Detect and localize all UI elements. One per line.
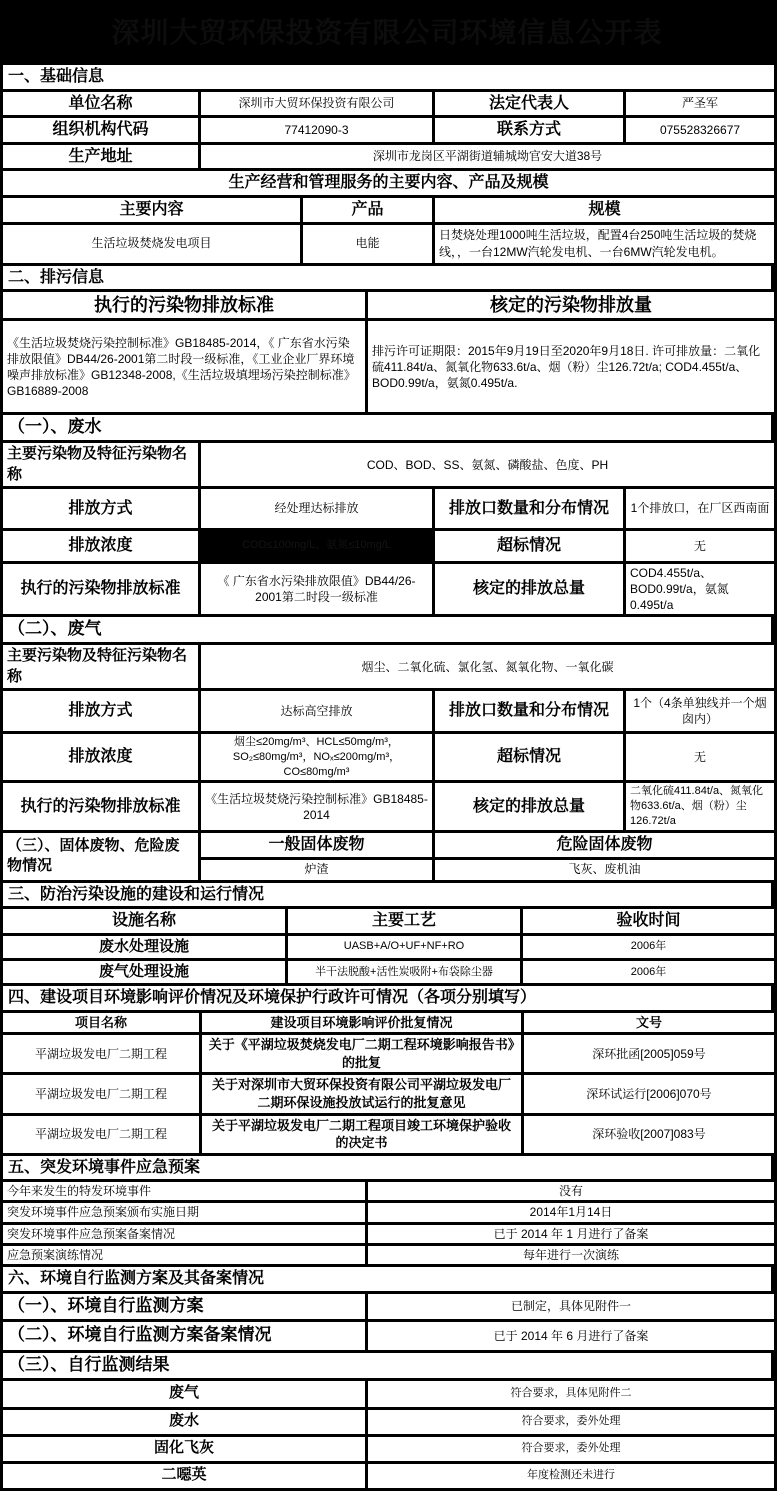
eia-approval-header: 建设项目环境影响评价批复情况 bbox=[201, 1011, 523, 1034]
legal-rep-value: 严圣军 bbox=[625, 90, 776, 117]
wastewater-table bbox=[0, 440, 777, 617]
business-header: 生产经营和管理服务的主要内容、产品及规模 bbox=[2, 170, 776, 197]
ww-outlets-label: 排放口数量和分布情况 bbox=[434, 487, 625, 529]
emergency-value: 2014年1月14日 bbox=[367, 1202, 776, 1223]
emergency-table bbox=[0, 1179, 777, 1267]
table-row bbox=[2, 1244, 776, 1265]
solid-hazard-header: 危险固体废物 bbox=[434, 831, 776, 858]
ww-outlets-value: 1个排放口，在厂区西南面 bbox=[625, 487, 776, 529]
org-code-value: 77412090-3 bbox=[200, 117, 434, 144]
page-title: 深圳大贸环保投资有限公司环境信息公开表 bbox=[111, 17, 663, 48]
eia-docnum: 深环试运行[2006]070号 bbox=[523, 1074, 776, 1114]
result-value: 符合要求，具体见附件二 bbox=[367, 1379, 776, 1408]
result-label: 固化飞灰 bbox=[2, 1435, 367, 1462]
table-row bbox=[2, 1202, 776, 1223]
contact-label: 联系方式 bbox=[434, 117, 625, 144]
section-heading-facilities: 三、防治污染设施的建设和运行情况 bbox=[2, 881, 773, 908]
eia-table bbox=[0, 1010, 777, 1156]
subsection-heading-solid-waste: （三）、固体废物、危险废物情况 bbox=[2, 831, 200, 881]
table-row bbox=[2, 1223, 776, 1244]
ww-conc-value-redacted: COD≤100mg/L、氨氮≤10mg/L bbox=[200, 529, 434, 562]
discharge-qty-text: 排污许可证期限：2015年9月19日至2020年9月18日. 许可排放量：二氧化硫411.84t/a、氮氧化物633.6t/a、烟（粉）尘126.72t/a; COD4.455t/a、BOD0.99t/a，氨氮0.495t/a. bbox=[367, 320, 776, 414]
solid-general-header: 一般固体废物 bbox=[200, 831, 434, 858]
ww-std-label: 执行的污染物排放标准 bbox=[2, 562, 200, 616]
facility-name: 废水处理设施 bbox=[2, 934, 287, 959]
wg-outlets-label: 排放口数量和分布情况 bbox=[434, 689, 625, 732]
result-label: 废气 bbox=[2, 1379, 367, 1408]
eia-approval: 关于平湖垃圾发电厂二期工程项目竣工环境保护验收的决定书 bbox=[201, 1114, 523, 1154]
wg-exceed-value: 无 bbox=[625, 732, 776, 782]
solid-hazard-value: 飞灰、废机油 bbox=[434, 858, 776, 881]
eia-docnum: 深环批函[2005]059号 bbox=[523, 1034, 776, 1074]
emergency-value: 没有 bbox=[367, 1181, 776, 1202]
eia-approval: 关于《平湖垃圾焚烧发电厂二期工程环境影响报告书》的批复 bbox=[201, 1034, 523, 1074]
legal-rep-label: 法定代表人 bbox=[434, 90, 625, 117]
facilities-table bbox=[0, 906, 777, 986]
ww-method-label: 排放方式 bbox=[2, 487, 200, 529]
wg-total-value: 二氧化硫411.84t/a、氮氧化物633.6t/a、烟（粉）尘126.72t/a bbox=[625, 782, 776, 832]
wastewater-heading-table bbox=[0, 412, 774, 443]
monitoring-results-table bbox=[0, 1378, 777, 1491]
table-row bbox=[2, 1034, 776, 1074]
wg-exceed-label: 超标情况 bbox=[434, 732, 625, 782]
wg-std-value: 《生活垃圾焚烧污染控制标准》GB18485-2014 bbox=[200, 782, 434, 832]
scale-value: 日焚烧处理1000吨生活垃圾，配置4台250吨生活垃圾的焚烧线，，一台12MW汽轮发电机、一台6MW汽轮发电机。 bbox=[434, 223, 776, 264]
wg-conc-value: 烟尘≤20mg/m³、HCL≤50mg/m³，SO₂≤80mg/m³，NOₓ≤200mg/m³，CO≤80mg/m³ bbox=[200, 732, 434, 782]
eia-heading-table bbox=[0, 983, 774, 1013]
section-heading-monitoring: 六、环境自行监测方案及其备案情况 bbox=[2, 1266, 773, 1293]
org-code-label: 组织机构代码 bbox=[2, 117, 200, 144]
emergency-value: 每年进行一次演练 bbox=[367, 1244, 776, 1265]
table-row bbox=[2, 1181, 776, 1202]
ww-total-value: COD4.455t/a、BOD0.99t/a，氨氮0.495t/a bbox=[625, 562, 776, 616]
eia-project: 平湖垃圾发电厂二期工程 bbox=[2, 1034, 201, 1074]
discharge-table bbox=[0, 289, 777, 415]
wg-method-value: 达标高空排放 bbox=[200, 689, 434, 732]
discharge-std-text: 《生活垃圾焚烧污染控制标准》GB18485-2014，《 广东省水污染排放限值》DB44/26-2001第二时段一级标准，《工业企业厂界环境噪声排放标准》GB12348-2008,《生活垃圾填埋场污染控制标准》GB16889-2008 bbox=[2, 320, 367, 414]
monitoring-plan-value: 已制定，具体见附件一 bbox=[367, 1292, 776, 1320]
eia-project-header: 项目名称 bbox=[2, 1011, 201, 1034]
content-col-header: 主要内容 bbox=[2, 196, 302, 223]
emergency-label: 今年来发生的特发环境事件 bbox=[2, 1181, 367, 1202]
contact-value: 075528326677 bbox=[625, 117, 776, 144]
address-label: 生产地址 bbox=[2, 143, 200, 170]
wg-std-label: 执行的污染物排放标准 bbox=[2, 782, 200, 832]
result-label: 废水 bbox=[2, 1408, 367, 1435]
address-value: 深圳市龙岗区平湖街道辅城坳官安大道38号 bbox=[200, 143, 776, 170]
table-row bbox=[2, 1074, 776, 1114]
wastegas-heading-table bbox=[0, 614, 774, 645]
facility-accept-date: 2006年 bbox=[522, 959, 776, 984]
monitoring-plan-table bbox=[0, 1291, 777, 1353]
emergency-label: 突发环境事件应急预案颁布实施日期 bbox=[2, 1202, 367, 1223]
facility-accept-header: 验收时间 bbox=[522, 908, 776, 935]
facility-accept-date: 2006年 bbox=[522, 934, 776, 959]
wg-pollutants-value: 烟尘、二氧化硫、氯化氢、氮氧化物、一氧化碳 bbox=[200, 644, 776, 690]
ww-total-label: 核定的排放总量 bbox=[434, 562, 625, 616]
monitoring-heading-table bbox=[0, 1264, 774, 1294]
product-value: 电能 bbox=[302, 223, 434, 264]
monitoring-record-value: 已于 2014 年 6 月进行了备案 bbox=[367, 1320, 776, 1351]
wg-total-label: 核定的排放总量 bbox=[434, 782, 625, 832]
result-value: 符合要求，委外处理 bbox=[367, 1435, 776, 1462]
facilities-heading-table bbox=[0, 880, 774, 910]
result-label: 二噁英 bbox=[2, 1462, 367, 1489]
monitoring-results-heading-table bbox=[0, 1350, 774, 1381]
ww-exceed-label: 超标情况 bbox=[434, 529, 625, 562]
subsection-heading-wastegas: （二）、废气 bbox=[2, 616, 773, 644]
facility-process: 半干法脱酸+活性炭吸附+布袋除尘器 bbox=[287, 959, 522, 984]
emergency-heading-table bbox=[0, 1153, 774, 1183]
subsection-heading-wastewater: （一）、废水 bbox=[2, 414, 773, 442]
monitoring-plan-label: （一）、环境自行监测方案 bbox=[2, 1292, 367, 1320]
eia-approval: 关于对深圳市大贸环保投资有限公司平湖垃圾发电厂二期环保设施投放试运行的批复意见 bbox=[201, 1074, 523, 1114]
monitoring-record-label: （二）、环境自行监测方案备案情况 bbox=[2, 1320, 367, 1351]
wg-method-label: 排放方式 bbox=[2, 689, 200, 732]
result-value: 符合要求，委外处理 bbox=[367, 1408, 776, 1435]
eia-docnum-header: 文号 bbox=[523, 1011, 776, 1034]
eia-docnum: 深环验收[2007]083号 bbox=[523, 1114, 776, 1154]
emergency-value: 已于 2014 年 1 月进行了备案 bbox=[367, 1223, 776, 1244]
table-row bbox=[2, 959, 776, 984]
facility-process: UASB+A/O+UF+NF+RO bbox=[287, 934, 522, 959]
ww-pollutants-label: 主要污染物及特征污染物名称 bbox=[2, 442, 200, 488]
eia-project: 平湖垃圾发电厂二期工程 bbox=[2, 1074, 201, 1114]
wastegas-table bbox=[0, 642, 777, 833]
section-heading-basic-info: 一、基础信息 bbox=[2, 64, 776, 91]
content-value: 生活垃圾焚烧发电项目 bbox=[2, 223, 302, 264]
ww-method-value: 经处理达标排放 bbox=[200, 487, 434, 529]
table-row bbox=[2, 1408, 776, 1435]
ww-exceed-value: 无 bbox=[625, 529, 776, 562]
title-band bbox=[0, 0, 774, 62]
business-table bbox=[0, 168, 777, 265]
discharge-std-header: 执行的污染物排放标准 bbox=[2, 291, 367, 320]
section-heading-discharge: 二、排污信息 bbox=[2, 264, 773, 291]
solid-general-value: 炉渣 bbox=[200, 858, 434, 881]
basic-info-table bbox=[0, 62, 777, 171]
solid-waste-table bbox=[0, 830, 777, 883]
wg-conc-label: 排放浓度 bbox=[2, 732, 200, 782]
emergency-label: 应急预案演练情况 bbox=[2, 1244, 367, 1265]
facility-process-header: 主要工艺 bbox=[287, 908, 522, 935]
table-row bbox=[2, 1379, 776, 1408]
facility-name: 废气处理设施 bbox=[2, 959, 287, 984]
scale-col-header: 规模 bbox=[434, 196, 776, 223]
section-heading-emergency: 五、突发环境事件应急预案 bbox=[2, 1154, 773, 1181]
wg-pollutants-label: 主要污染物及特征污染物名称 bbox=[2, 644, 200, 690]
discharge-heading-table bbox=[0, 263, 774, 293]
eia-project: 平湖垃圾发电厂二期工程 bbox=[2, 1114, 201, 1154]
subsection-heading-results: （三）、自行监测结果 bbox=[2, 1351, 773, 1379]
emergency-label: 突发环境事件应急预案备案情况 bbox=[2, 1223, 367, 1244]
table-row bbox=[2, 934, 776, 959]
unit-name-value: 深圳市大贸环保投资有限公司 bbox=[200, 90, 434, 117]
wg-outlets-value: 1个（4条单独线并一个烟囱内） bbox=[625, 689, 776, 732]
result-value: 年度检测还未进行 bbox=[367, 1462, 776, 1489]
discharge-qty-header: 核定的污染物排放量 bbox=[367, 291, 776, 320]
product-col-header: 产品 bbox=[302, 196, 434, 223]
table-row bbox=[2, 1462, 776, 1489]
table-row bbox=[2, 1435, 776, 1462]
ww-std-value: 《 广东省水污染排放限值》DB44/26-2001第二时段一级标准 bbox=[200, 562, 434, 616]
ww-pollutants-value: COD、BOD、SS、氨氮、磷酸盐、色度、PH bbox=[200, 442, 776, 488]
table-row bbox=[2, 1114, 776, 1154]
section-heading-eia: 四、建设项目环境影响评价情况及环境保护行政许可情况（各项分别填写） bbox=[2, 985, 773, 1012]
unit-name-label: 单位名称 bbox=[2, 90, 200, 117]
ww-conc-label: 排放浓度 bbox=[2, 529, 200, 562]
facility-name-header: 设施名称 bbox=[2, 908, 287, 935]
